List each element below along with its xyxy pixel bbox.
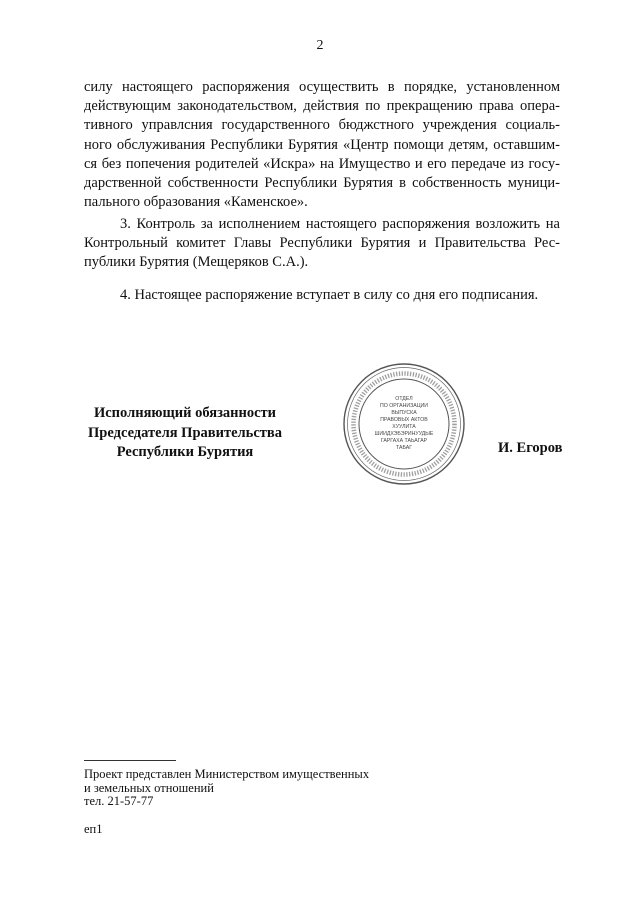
text-line: действующим законодательством, действия по прекращению права опера- <box>84 98 560 115</box>
paragraph-property-transfer <box>84 78 560 212</box>
stamp-text-line: ОТДЕЛ <box>395 396 413 402</box>
document-code: еп1 <box>84 822 103 836</box>
text-line: дарственной собственности Республики Бурятия в собственность муници- <box>84 175 560 192</box>
footnote-line: Проект представлен Министерством имущественных <box>84 767 370 781</box>
text-line: 3. Контроль за исполнением настоящего распоряжения возложить на <box>120 216 560 232</box>
stamp-text-line: ПО ОРГАНИЗАЦИИ <box>380 403 428 409</box>
signatory-name: И. Егоров <box>498 440 563 456</box>
stamp-text-line: ВЫПУСКА <box>391 410 417 416</box>
footnote-separator <box>84 760 176 761</box>
signatory-position-line: Республики Бурятия <box>116 444 254 460</box>
paragraph-control <box>84 215 560 273</box>
stamp-text-line: ПРАВОВЫХ АКТОВ <box>380 417 428 423</box>
stamp-text-line: ТАБАГ <box>395 445 413 451</box>
footnote-line: тел. 21-57-77 <box>84 794 154 809</box>
stamp-text-line: ХУУЛИТА <box>392 424 416 430</box>
stamp-text-line: ШИИДХЭБЭРИНУУДЫЕ <box>374 431 434 437</box>
text-line: ся без попечения родителей «Искра» на Имущество и его передаче из госу- <box>84 155 560 172</box>
stamp-text-line: ГАРГАХА ТАЬАГАР <box>380 438 428 444</box>
footnote-line: и земельных отношений <box>84 780 214 795</box>
footnote <box>84 768 369 809</box>
text-line: силу настоящего распоряжения осуществить в порядке, установленном <box>84 79 560 95</box>
text-line: тивного управлсния государственного бюджстного учреждения социаль- <box>84 117 560 134</box>
signatory-position-line: Исполняющий обязанности <box>93 405 277 421</box>
official-stamp <box>342 362 466 486</box>
paragraph-effective-date <box>84 286 560 305</box>
text-line: пального образования «Каменское». <box>84 194 308 211</box>
text-line: 4. Настоящее распоряжение вступает в силу со дня его подписания. <box>120 287 539 303</box>
stamp-center-text <box>375 396 434 451</box>
page-number: 2 <box>316 38 324 53</box>
signatory-position <box>84 404 286 463</box>
text-line: публики Бурятия (Мещеряков С.А.). <box>84 254 309 271</box>
text-line: Контрольный комитет Главы Республики Бурятия и Правительства Рес- <box>84 235 560 252</box>
text-line: ного обслуживания Республики Бурятия «Центр помощи детям, оставшим- <box>84 136 560 153</box>
signatory-position-line: Председателя Правительства <box>88 424 282 441</box>
